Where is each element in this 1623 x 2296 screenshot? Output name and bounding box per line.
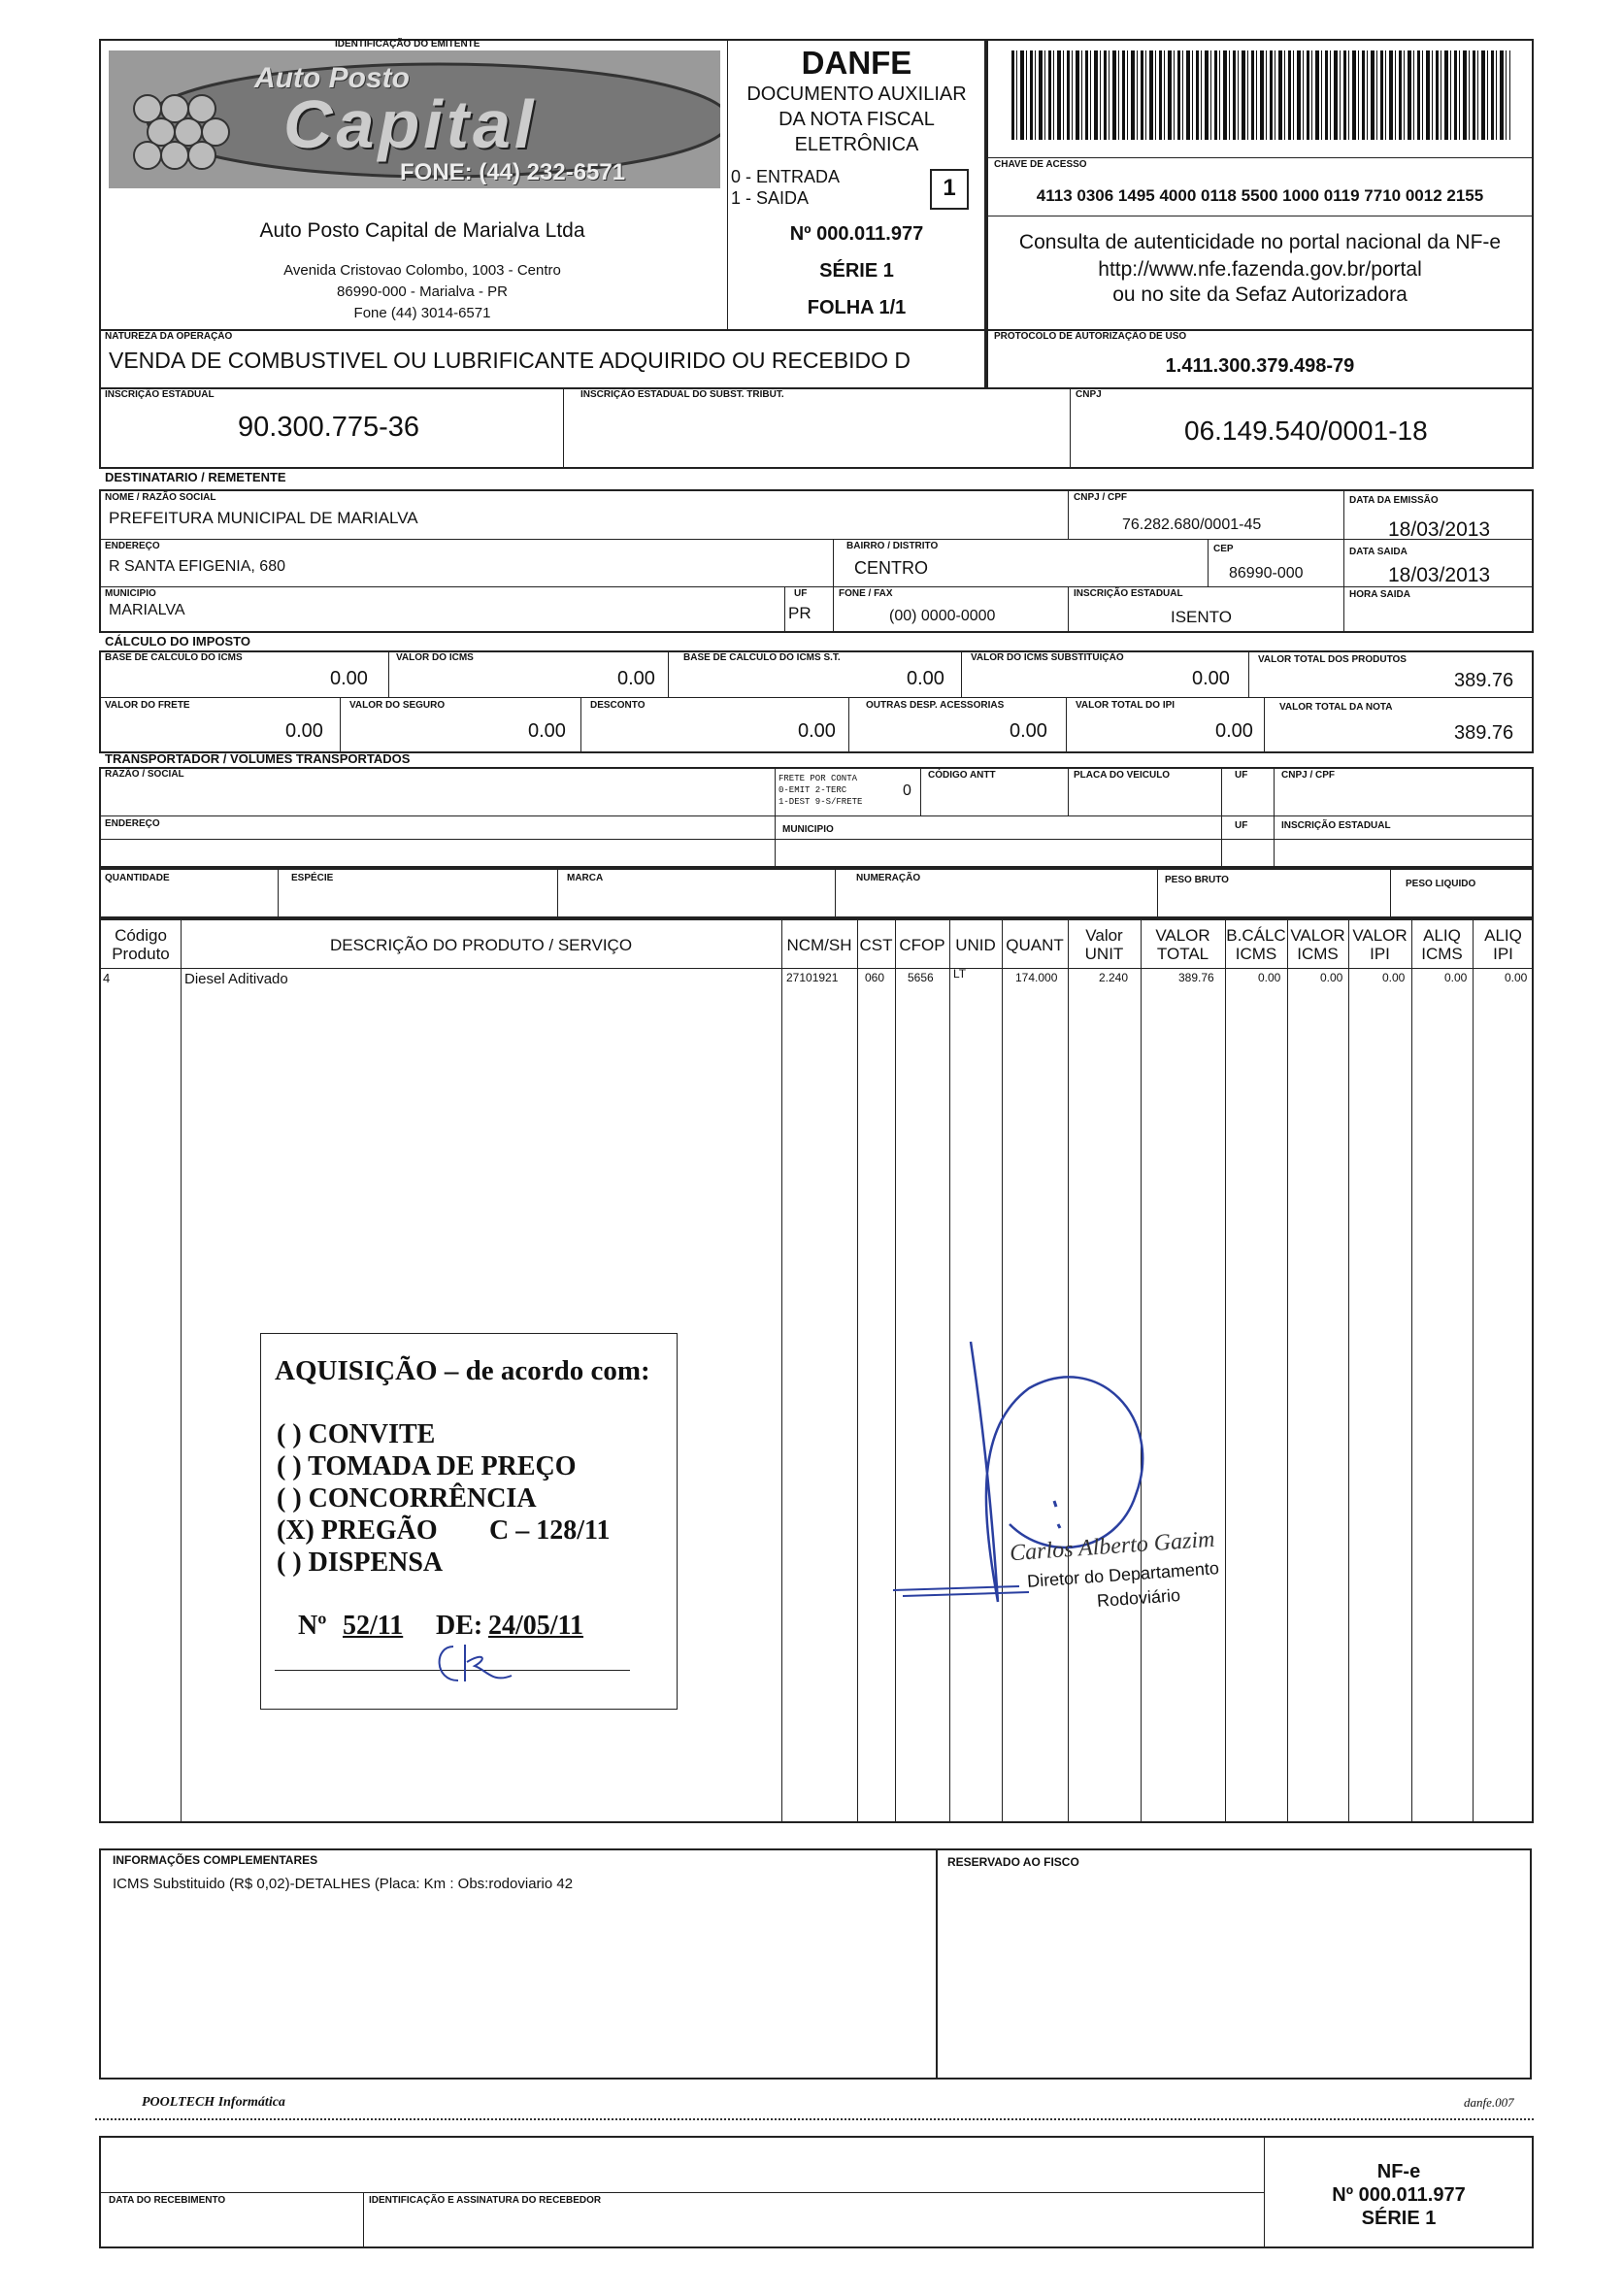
signature-name: Carlos Alberto Gazim <box>1009 1526 1216 1567</box>
transp-endereco-label: ENDEREÇO <box>105 818 160 829</box>
divider <box>848 697 849 753</box>
divider <box>1343 489 1344 633</box>
signature-role1: Diretor do Departamento <box>1026 1558 1220 1591</box>
uf-value: PR <box>788 604 812 622</box>
divider <box>563 387 564 469</box>
frete-conta-line2: 0-EMIT 2-TERC <box>778 785 847 795</box>
especie-label: ESPÉCIE <box>291 873 334 883</box>
divider <box>781 918 782 1823</box>
natureza-value: VENDA DE COMBUSTIVEL OU LUBRIFICANTE ADQUIRIDO OU RECEBIDO D <box>109 348 911 373</box>
divider <box>340 697 341 753</box>
divider <box>181 918 182 1823</box>
divider <box>1068 767 1069 815</box>
assinatura-label: IDENTIFICAÇÃO E ASSINATURA DO RECEBEDOR <box>369 2195 602 2206</box>
divider <box>775 767 776 868</box>
dest-cnpj-label: CNPJ / CPF <box>1074 492 1128 503</box>
initials-signature <box>424 1627 521 1695</box>
cell-vunit: 2.240 <box>1099 971 1129 984</box>
emitente-section-label: IDENTIFICAÇÃO DO EMITENTE <box>335 39 480 50</box>
cell-descricao: Diesel Aditivado <box>184 971 288 987</box>
danfe-numero: Nº 000.011.977 <box>789 223 924 245</box>
emitente-address1: Avenida Cristovao Colombo, 1003 - Centro <box>283 262 561 279</box>
software-name: POOLTECH Informática <box>142 2095 285 2110</box>
col-cfop: CFOP <box>899 935 945 954</box>
bairro-value: CENTRO <box>854 558 928 578</box>
divider <box>961 650 962 697</box>
frete-value: 0.00 <box>285 720 323 742</box>
divider <box>1264 697 1265 753</box>
bc-icms-label: BASE DE CALCULO DO ICMS <box>105 652 243 663</box>
stamp-tomada: ( ) TOMADA DE PREÇO <box>277 1451 577 1481</box>
bairro-label: BAIRRO / DISTRITO <box>846 541 939 551</box>
cell-aicms: 0.00 <box>1444 971 1468 984</box>
ipi-value: 0.00 <box>1215 720 1253 742</box>
cnpj-value: 06.149.540/0001-18 <box>1184 416 1428 446</box>
fisco-box <box>936 1848 1532 2080</box>
stamp-pregao-ref: C – 128/11 <box>489 1515 611 1546</box>
cut-line <box>95 2118 1534 2120</box>
divider <box>557 868 558 918</box>
bc-st-label: BASE DE CALCULO DO ICMS S.T. <box>683 652 841 663</box>
divider <box>857 918 858 1823</box>
municipio-label: MUNICIPIO <box>105 588 156 599</box>
outras-value: 0.00 <box>1010 720 1047 742</box>
dest-ie-value: ISENTO <box>1171 608 1232 626</box>
fone-value: (00) 0000-0000 <box>889 608 996 624</box>
stamp-title: AQUISIÇÃO – de acordo com: <box>275 1355 650 1386</box>
ipi-label: VALOR TOTAL DO IPI <box>1076 700 1176 711</box>
liquido-label: PESO LIQUIDO <box>1406 879 1476 889</box>
endereco-label: ENDEREÇO <box>105 541 160 551</box>
divider <box>835 868 836 918</box>
info-label: INFORMAÇÕES COMPLEMENTARES <box>113 1853 318 1867</box>
emitente-address2: 86990-000 - Marialva - PR <box>337 283 508 300</box>
recebimento-label: DATA DO RECEBIMENTO <box>109 2195 226 2206</box>
col-bcicms: B.CÁLC ICMS <box>1226 926 1286 963</box>
col-unid: UNID <box>955 935 996 954</box>
transp-uf-label: UF <box>1235 770 1248 781</box>
chave-consulta1: Consulta de autenticidade no portal nacional da NF-e <box>1018 231 1502 253</box>
danfe-saida: 1 - SAIDA <box>731 188 810 208</box>
desconto-label: DESCONTO <box>590 700 646 711</box>
emissao-value: 18/03/2013 <box>1388 518 1491 541</box>
bruto-label: PESO BRUTO <box>1165 875 1229 885</box>
fisco-label: RESERVADO AO FISCO <box>947 1855 1079 1869</box>
divider <box>99 815 1534 816</box>
stamp-concorrencia: ( ) CONCORRÊNCIA <box>277 1483 537 1514</box>
seguro-label: VALOR DO SEGURO <box>349 700 446 711</box>
col-ncm: NCM/SH <box>786 935 852 954</box>
saida-label: DATA SAIDA <box>1349 547 1408 557</box>
divider <box>920 767 921 815</box>
divider <box>99 839 1534 840</box>
protocolo-value: 1.411.300.379.498-79 <box>1165 355 1355 377</box>
cell-ncm: 27101921 <box>786 971 839 984</box>
placa-label: PLACA DO VEICULO <box>1074 770 1171 781</box>
total-prod-label: VALOR TOTAL DOS PRODUTOS <box>1258 654 1407 665</box>
cell-cfop: 5656 <box>908 971 934 984</box>
marca-label: MARCA <box>567 873 604 883</box>
icms-value: 0.00 <box>617 668 655 689</box>
transp-cnpj-label: CNPJ / CPF <box>1281 770 1336 781</box>
saida-value: 18/03/2013 <box>1388 564 1491 586</box>
stamp-de-prefix: DE: <box>436 1611 483 1641</box>
nome-label: NOME / RAZÃO SOCIAL <box>105 492 216 503</box>
divider <box>388 650 389 697</box>
bc-st-value: 0.00 <box>907 668 944 689</box>
fone-label: FONE / FAX <box>839 588 893 599</box>
divider <box>278 868 279 918</box>
divider <box>99 968 1534 969</box>
total-nota-label: VALOR TOTAL DA NOTA <box>1279 702 1393 713</box>
col-vtotal: VALOR TOTAL <box>1155 926 1210 963</box>
company-logo <box>109 50 720 188</box>
cell-unid: LT <box>953 967 967 981</box>
col-vipi: VALOR IPI <box>1352 926 1408 963</box>
col-vunit: Valor UNIT <box>1084 926 1124 963</box>
stamp-num-prefix: Nº <box>298 1611 327 1641</box>
total-prod-value: 389.76 <box>1454 670 1514 691</box>
dest-cnpj-value: 76.282.680/0001-45 <box>1122 516 1262 533</box>
signature-role2: Rodoviário <box>1096 1585 1181 1611</box>
stamp-de: 24/05/11 <box>488 1611 584 1641</box>
nome-value: PREFEITURA MUNICIPAL DE MARIALVA <box>109 509 418 527</box>
cep-label: CEP <box>1213 544 1234 554</box>
divider <box>1287 918 1288 1823</box>
col-aipi: ALIQ IPI <box>1484 926 1522 963</box>
cell-cst: 060 <box>865 971 885 984</box>
cep-value: 86990-000 <box>1229 565 1304 582</box>
chave-value: 4113 0306 1495 4000 0118 5500 1000 0119 7710 0012 2155 <box>1036 186 1484 205</box>
frete-label: VALOR DO FRETE <box>105 700 190 711</box>
frete-conta-line3: 1-DEST 9-S/FRETE <box>778 797 863 807</box>
icms-st-value: 0.00 <box>1192 668 1230 689</box>
transportador-section: TRANSPORTADOR / VOLUMES TRANSPORTADOS <box>105 751 411 766</box>
cell-bcicms: 0.00 <box>1258 971 1281 984</box>
antt-label: CÓDIGO ANTT <box>928 770 996 781</box>
divider <box>99 539 1534 540</box>
danfe-serie: SÉRIE 1 <box>819 260 894 282</box>
divider <box>99 697 1534 698</box>
divider <box>1248 650 1249 697</box>
stamp-convite: ( ) CONVITE <box>277 1419 436 1449</box>
outras-label: OUTRAS DESP. ACESSORIAS <box>866 700 1005 711</box>
col-vicms: VALOR ICMS <box>1290 926 1345 963</box>
chave-consulta3: ou no site da Sefaz Autorizadora <box>1112 283 1408 306</box>
logo-phone: FONE: (44) 232-6571 <box>400 159 626 185</box>
divider <box>1157 868 1158 918</box>
danfe-folha: FOLHA 1/1 <box>807 297 907 318</box>
col-aicms: ALIQ ICMS <box>1421 926 1463 963</box>
divider <box>1066 697 1067 753</box>
col-descricao: DESCRIÇÃO DO PRODUTO / SERVIÇO <box>329 935 633 954</box>
chave-consulta2: http://www.nfe.fazenda.gov.br/portal <box>1098 258 1422 281</box>
divider <box>833 539 834 633</box>
numeracao-label: NUMERAÇÃO <box>856 873 921 883</box>
divider <box>1411 918 1412 1823</box>
acquisition-stamp <box>260 1333 678 1710</box>
transp-municipio-label: MUNICIPIO <box>782 824 834 835</box>
info-text: ICMS Substituido (R$ 0,02)-DETALHES (Placa: Km : Obs:rodoviario 42 <box>113 1876 574 1892</box>
danfe-subtitle3: ELETRÔNICA <box>794 134 919 155</box>
icms-st-label: VALOR DO ICMS SUBSTITUIÇÃO <box>971 652 1124 663</box>
emitente-name: Auto Posto Capital de Marialva Ltda <box>259 219 585 242</box>
cell-quant: 174.000 <box>1015 971 1058 984</box>
barcode <box>1011 50 1510 140</box>
divider <box>1070 387 1071 469</box>
divider <box>1221 767 1222 868</box>
cell-vtotal: 389.76 <box>1178 971 1214 984</box>
endereco-value: R SANTA EFIGENIA, 680 <box>109 558 285 575</box>
divider <box>1348 918 1349 1823</box>
emissao-label: DATA DA EMISSÃO <box>1349 495 1439 506</box>
divider <box>363 2192 364 2248</box>
divider <box>1274 767 1275 868</box>
danfe-tipo: 1 <box>943 175 956 201</box>
natureza-label: NATUREZA DA OPERAÇÃO <box>105 331 233 342</box>
qtd-label: QUANTIDADE <box>105 873 170 883</box>
divider <box>1390 868 1391 918</box>
col-quant: QUANT <box>1006 935 1064 954</box>
total-nota-value: 389.76 <box>1454 722 1514 744</box>
divider <box>99 586 1534 587</box>
stamp-dispensa: ( ) DISPENSA <box>277 1547 444 1578</box>
desconto-value: 0.00 <box>798 720 836 742</box>
protocolo-label: PROTOCOLO DE AUTORIZAÇÃO DE USO <box>994 331 1187 342</box>
divider <box>580 697 581 753</box>
divider <box>1068 489 1069 539</box>
ie-st-label: INSCRIÇÃO ESTADUAL DO SUBST. TRIBUT. <box>580 389 784 400</box>
cell-vipi: 0.00 <box>1382 971 1406 984</box>
cell-codigo: 4 <box>103 971 111 985</box>
divider <box>1208 539 1209 586</box>
danfe-title: DANFE <box>801 45 912 81</box>
icms-label: VALOR DO ICMS <box>396 652 474 663</box>
stamp-pregao: (X) PREGÃO <box>277 1515 438 1546</box>
divider <box>986 157 1534 158</box>
emitente-phone: Fone (44) 3014-6571 <box>353 305 491 321</box>
logo-name: Capital <box>283 86 538 162</box>
razao-label: RAZÃO / SOCIAL <box>105 769 184 780</box>
uf-label: UF <box>794 588 808 599</box>
danfe-subtitle1: DOCUMENTO AUXILIAR <box>746 83 967 105</box>
transp-uf2-label: UF <box>1235 820 1248 831</box>
frete-conta-value: 0 <box>903 782 911 799</box>
col-codigo: Código Produto <box>112 926 170 963</box>
municipio-value: MARIALVA <box>109 602 185 618</box>
cell-aipi: 0.00 <box>1505 971 1528 984</box>
divider <box>1473 918 1474 1823</box>
canhoto-nfe: NF-e <box>1376 2161 1421 2182</box>
divider <box>784 586 785 633</box>
destinatario-section: DESTINATARIO / REMETENTE <box>105 470 286 484</box>
canhoto-serie: SÉRIE 1 <box>1361 2208 1437 2229</box>
ie-value: 90.300.775-36 <box>238 412 420 443</box>
divider <box>668 650 669 697</box>
transp-ie-label: INSCRIÇÃO ESTADUAL <box>1281 820 1391 831</box>
danfe-subtitle2: DA NOTA FISCAL <box>778 109 935 130</box>
cell-vicms: 0.00 <box>1320 971 1343 984</box>
divider <box>99 2192 1264 2193</box>
canhoto-numero: Nº 000.011.977 <box>1332 2184 1466 2206</box>
hora-label: HORA SAIDA <box>1349 589 1410 600</box>
ie-label: INSCRIÇÃO ESTADUAL <box>105 389 215 400</box>
danfe-entrada: 0 - ENTRADA <box>731 167 841 186</box>
col-cst: CST <box>859 935 893 954</box>
logo-brand: Auto Posto <box>254 62 410 94</box>
stamp-num: 52/11 <box>343 1611 404 1641</box>
bc-icms-value: 0.00 <box>330 668 368 689</box>
frete-conta-line1: FRETE POR CONTA <box>778 774 858 783</box>
seguro-value: 0.00 <box>528 720 566 742</box>
dest-ie-label: INSCRIÇÃO ESTADUAL <box>1074 588 1183 599</box>
divider <box>1068 586 1069 633</box>
form-code: danfe.007 <box>1464 2095 1514 2110</box>
imposto-section: CÁLCULO DO IMPOSTO <box>105 634 250 649</box>
cnpj-label: CNPJ <box>1076 389 1102 400</box>
chave-label: CHAVE DE ACESSO <box>994 159 1087 170</box>
